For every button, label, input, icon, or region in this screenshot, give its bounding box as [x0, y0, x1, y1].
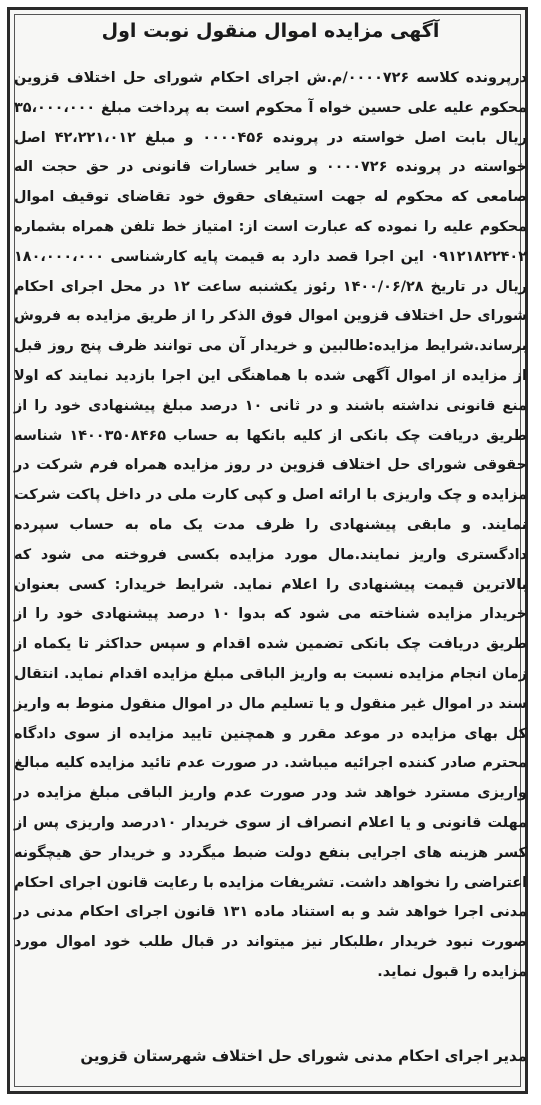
notice-title: آگهی مزایده اموال منقول نوبت اول [101, 20, 440, 42]
notice-body: درپرونده کلاسه ۰۰۰۰۷۲۶/م.ش اجرای احکام شورای حل اختلاف قزوین محکوم علیه علی حسین خواه آ محکوم است به پرداخت مبلغ ۳۵،۰۰۰،۰۰۰ ریال بابت اصل خواسته در پرونده ۰۰۰۰۴۵۶ و مبلغ ۴۲،۲۲۱،۰۱۲ اصل خواسته در پرونده ۰۰۰۰۷۲۶ و سایر خسارات قانونی در حق حجت اله صامعی که محکوم له جهت استیفای حقوق خود تقاضای توقیف اموال محکوم علیه را نموده که عبارت است از: امتیاز خط تلفن همراه بشماره ۰۹۱۲۱۸۲۲۴۰۲ این اجرا قصد دارد به قیمت پایه کارشناسی ۱۸۰،۰۰۰،۰۰۰ ریال در تاریخ ۱۴۰۰/۰۶/۲۸ رئوز یکشنبه ساعت ۱۲ در محل اجرای احکام شورای حل اختلاف قزوین اموال فوق الذکر را از طریق مزایده به فروش برساند.شرایط مزایده:طالبین و خریدار آن می توانند ظرف پنج روز قبل از مزایده از اموال آگهی شده با هماهنگی این اجرا بازدید نمایند که اولا منع قانونی نداشته باشند و در ثانی ۱۰ درصد مبلغ پیشنهادی خود را از طریق دریافت چک بانکی از کلیه بانکها به حساب ۱۴۰۰۳۵۰۸۴۶۵ شناسه حقوقی شورای حل اختلاف قزوین در روز مزایده همراه فرم شرکت در مزایده و چک واریزی با ارائه اصل و کپی کارت ملی در داخل پاکت شرکت نمایند. و مابقی پیشنهادی را ظرف مدت یک ماه به حساب سپرده دادگستری واریز نمایند.مال مورد مزایده بکسی فروخته می شود که بالاترین قیمت پیشنهادی را اعلام نماید. شرایط خریدار: کسی بعنوان خریدار مزایده شناخته می شود که بدوا ۱۰ درصد پیشنهادی خود را از طریق دریافت چک بانکی تضمین شده اقدام و سپس حداکثر تا یکماه از زمان انجام مزایده نسبت به واریز الباقی مبلغ مزایده اقدام نماید. انتقال سند در اموال غیر منقول و یا تسلیم مال در اموال منقول منوط به واریز کل بهای مزایده در موعد مقرر و همچنین تایید مزایده از سوی دادگاه محترم صادر کننده اجرائیه میباشد. در صورت عدم تائید مزایده کلیه مبالغ واریزی مسترد خواهد شد ودر صورت عدم واریز الباقی مبلغ مزایده در مهلت قانونی و یا اعلام انصراف از سوی خریدار ۱۰درصد واریزی پس از کسر هزینه های اجرایی بنفع دولت ضبط میگردد و خریدار حق هیچگونه اعتراضی را نخواهد داشت. تشریفات مزایده با رعایت قانون اجرای احکام مدنی اجرا خواهد شد و به استناد ماده ۱۳۱ قانون اجرای احکام مدنی در صورت نبود خریدار ،طلبکار نیز میتواند در قبال طلب خود اموال مورد مزایده را قبول نماید. [14, 70, 528, 980]
notice-signature: مدیر اجرای احکام مدنی شورای حل اختلاف شهرستان قزوین [80, 1047, 527, 1065]
